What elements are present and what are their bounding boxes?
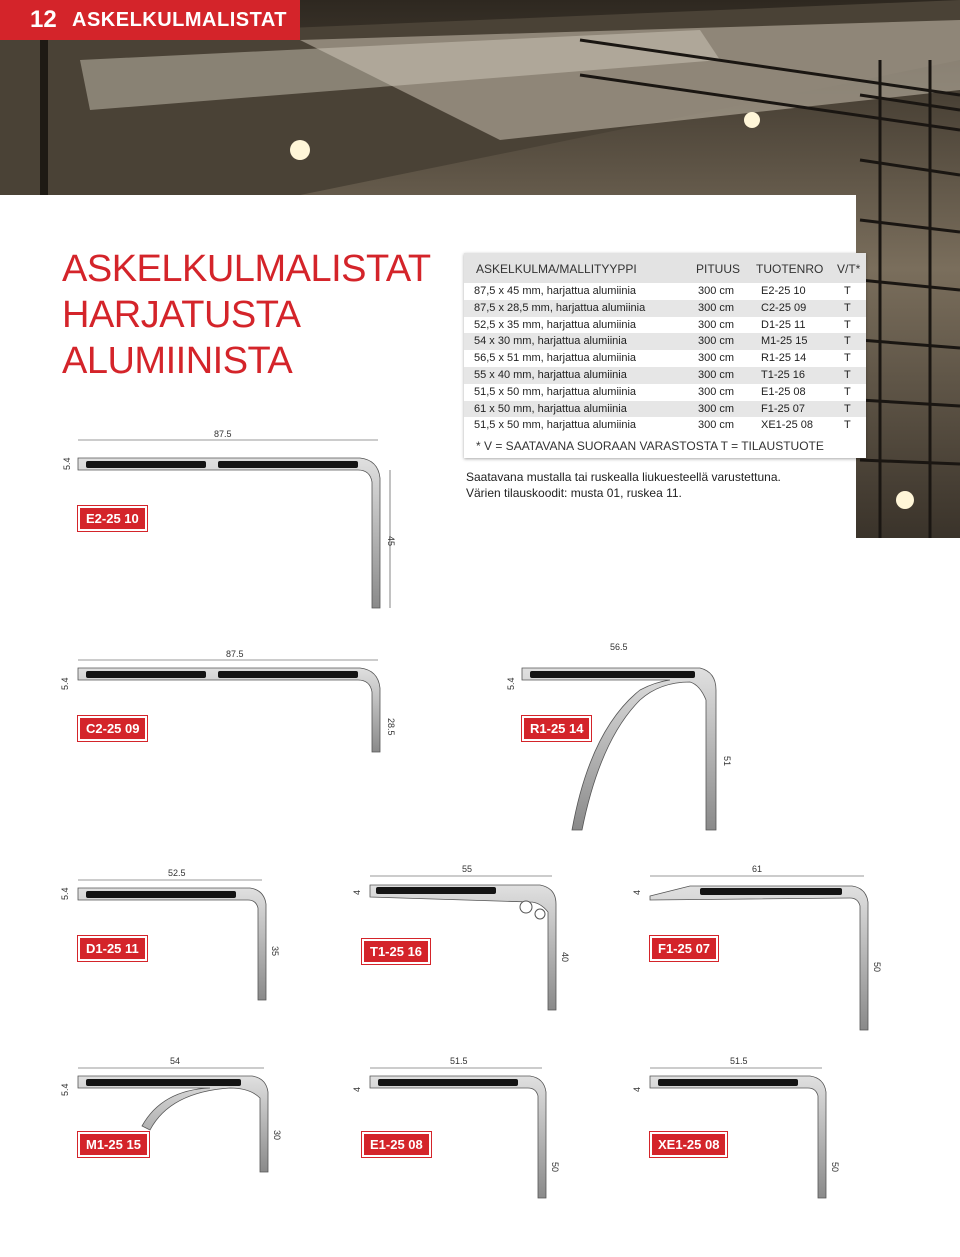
dim-width: 52.5 (168, 868, 186, 878)
dim-height: 50 (550, 1162, 560, 1173)
label-d1-25-11: D1-25 11 (78, 936, 147, 961)
cell-type: 51,5 x 50 mm, harjattua alumiinia (474, 419, 637, 432)
cell-length: 300 cm (698, 402, 735, 415)
profile-t1 (352, 864, 570, 1010)
col-header-product-no: TUOTENRO (756, 262, 824, 276)
cell-availability: T (844, 402, 851, 415)
cell-product-no: R1-25 14 (761, 352, 807, 365)
title-line: ALUMIINISTA (62, 340, 293, 382)
dim-thickness: 4 (352, 1086, 362, 1092)
cell-type: 87,5 x 28,5 mm, harjattua alumiinia (474, 301, 646, 314)
dim-thickness: 5.4 (60, 887, 70, 900)
cell-type: 54 x 30 mm, harjattua alumiinia (474, 335, 627, 348)
dim-width: 56.5 (610, 642, 628, 652)
dim-thickness: 5.4 (60, 677, 70, 690)
cell-length: 300 cm (698, 318, 735, 331)
cell-length: 300 cm (698, 301, 735, 314)
dim-width: 51.5 (730, 1056, 748, 1066)
label-c2-25-09: C2-25 09 (78, 716, 147, 741)
dim-thickness: 4 (632, 1086, 642, 1092)
profile-e1 (352, 1056, 560, 1198)
dim-height: 35 (270, 946, 280, 957)
cell-availability: T (844, 419, 851, 432)
dim-width: 87.5 (214, 429, 232, 439)
label-xe1-25-08: XE1-25 08 (650, 1132, 727, 1157)
col-header-availability: V/T* (837, 262, 861, 276)
cell-type: 56,5 x 51 mm, harjattua alumiinia (474, 352, 637, 365)
cell-type: 51,5 x 50 mm, harjattua alumiinia (474, 385, 637, 398)
label-t1-25-16: T1-25 16 (362, 939, 430, 964)
cell-type: 87,5 x 45 mm, harjattua alumiinia (474, 285, 637, 297)
cell-length: 300 cm (698, 419, 735, 432)
dim-height: 50 (872, 962, 882, 973)
title-line: ASKELKULMALISTAT (62, 248, 431, 290)
cell-availability: T (844, 301, 851, 314)
dim-height: 30 (272, 1130, 282, 1141)
dim-width: 54 (170, 1056, 181, 1066)
dim-thickness: 5.4 (506, 677, 516, 690)
cell-availability: T (844, 318, 851, 331)
label-m1-25-15: M1-25 15 (78, 1132, 149, 1157)
cell-product-no: F1-25 07 (761, 402, 806, 415)
cell-length: 300 cm (698, 335, 735, 348)
cell-product-no: E2-25 10 (761, 285, 806, 297)
profile-xe1 (632, 1056, 840, 1198)
dim-height: 28.5 (386, 718, 396, 736)
dim-thickness: 5.4 (62, 457, 72, 470)
label-r1-25-14: R1-25 14 (522, 716, 591, 741)
label-e1-25-08: E1-25 08 (362, 1132, 431, 1157)
cell-product-no: M1-25 15 (761, 335, 808, 348)
dim-width: 51.5 (450, 1056, 468, 1066)
dim-thickness: 4 (352, 889, 362, 895)
dim-height: 51 (722, 756, 732, 767)
dim-height: 50 (830, 1162, 840, 1173)
note-line: Värien tilauskoodit: musta 01, ruskea 11. (466, 486, 682, 500)
cell-length: 300 cm (698, 285, 735, 297)
dim-height: 40 (560, 952, 570, 963)
cell-type: 55 x 40 mm, harjattua alumiinia (474, 368, 627, 381)
cell-type: 61 x 50 mm, harjattua alumiinia (474, 402, 627, 415)
page-number: 12 (30, 6, 57, 33)
dim-height: 45 (386, 536, 396, 547)
cell-product-no: E1-25 08 (761, 385, 806, 398)
dim-width: 55 (462, 864, 473, 874)
label-f1-25-07: F1-25 07 (650, 936, 718, 961)
profile-d1 (60, 868, 280, 1000)
note-line: Saatavana mustalla tai ruskealla liukuesteellä varustettuna. (466, 470, 781, 484)
cell-availability: T (844, 352, 851, 365)
dim-thickness: 4 (632, 889, 642, 895)
cell-type: 52,5 x 35 mm, harjattua alumiinia (474, 318, 637, 331)
cell-product-no: C2-25 09 (761, 301, 807, 314)
col-header-length: PITUUS (696, 262, 741, 276)
cell-length: 300 cm (698, 368, 735, 381)
label-e2-25-10: E2-25 10 (78, 506, 147, 531)
title-line: HARJATUSTA (62, 294, 301, 336)
dim-width: 87.5 (226, 649, 244, 659)
cell-product-no: XE1-25 08 (761, 419, 813, 432)
cell-availability: T (844, 385, 851, 398)
cell-product-no: T1-25 16 (761, 368, 806, 381)
col-header-type: ASKELKULMA/MALLITYYPPI (476, 262, 637, 276)
dim-thickness: 5.4 (60, 1083, 70, 1096)
cell-length: 300 cm (698, 385, 735, 398)
section-title: ASKELKULMALISTAT (72, 9, 288, 31)
cell-length: 300 cm (698, 352, 735, 365)
cell-availability: T (844, 285, 851, 297)
dim-width: 61 (752, 864, 763, 874)
footnote-text: * V = SAATAVANA SUORAAN VARASTOSTA T = TILAUSTUOTE (476, 439, 824, 454)
cell-availability: T (844, 368, 851, 381)
cell-availability: T (844, 335, 851, 348)
cell-product-no: D1-25 11 (761, 318, 806, 331)
